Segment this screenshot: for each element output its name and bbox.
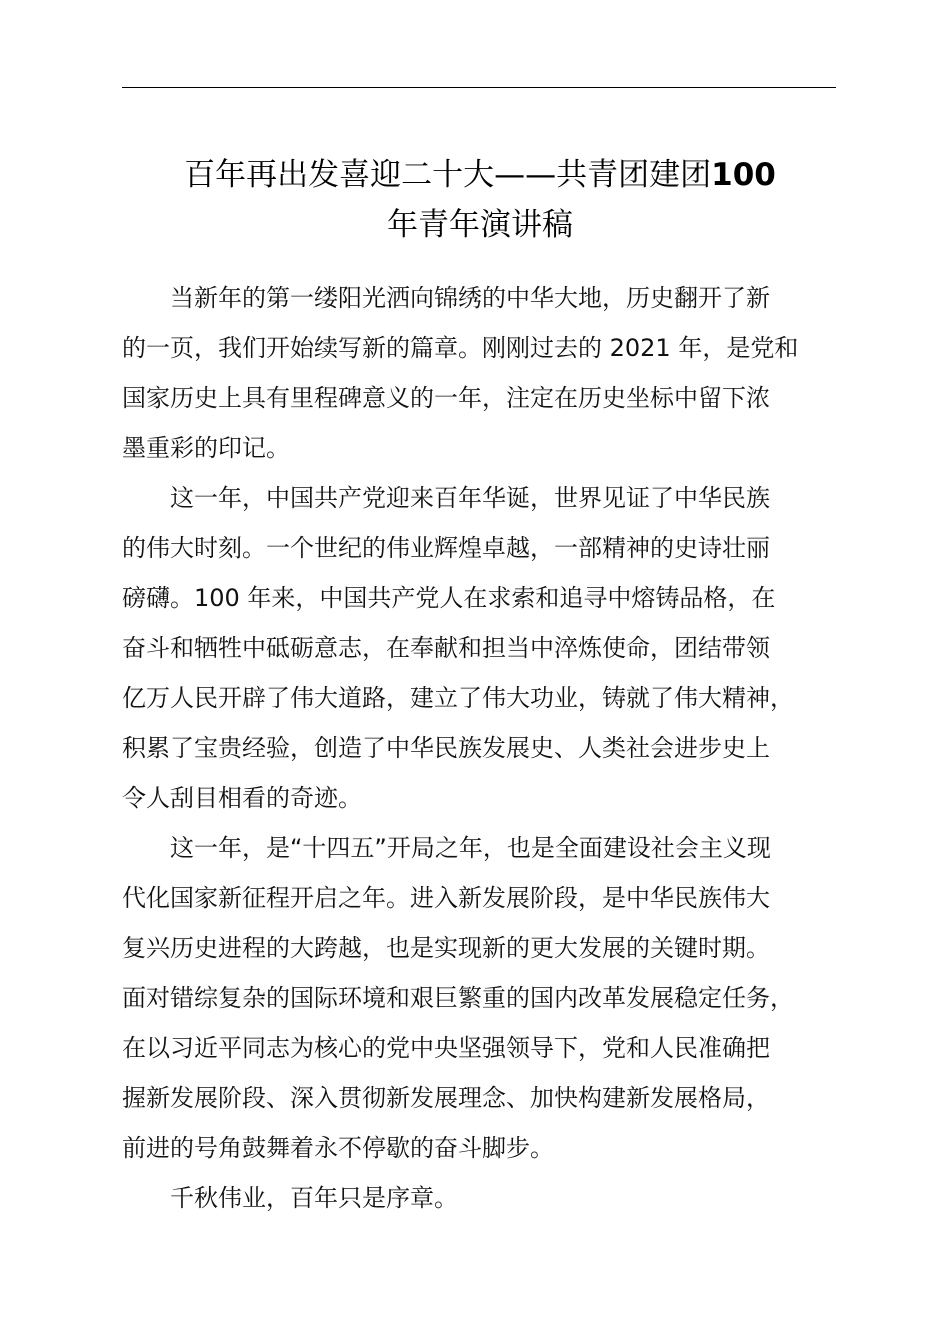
paragraph-line: 握新发展阶段、深入贯彻新发展理念、加快构建新发展格局， <box>122 1084 770 1112</box>
paragraph-line: 代化国家新征程开启之年。进入新发展阶段，是中华民族伟大 <box>122 884 770 912</box>
paragraph-line: 的一页，我们开始续写新的篇章。刚刚过去的 2021 年，是党和 <box>122 334 799 362</box>
paragraph-line: 亿万人民开辟了伟大道路，建立了伟大功业，铸就了伟大精神， <box>122 684 794 712</box>
document-title <box>110 150 850 250</box>
paragraph-4 <box>122 1173 852 1223</box>
paragraph-3 <box>122 823 852 1173</box>
title-line-2: 年青年演讲稿 <box>387 207 573 243</box>
paragraph-line: 磅礴。100 年来，中国共产党人在求索和追寻中熔铸品格，在 <box>122 584 776 612</box>
paragraph-line: 复兴历史进程的大跨越，也是实现新的更大发展的关键时期。 <box>122 934 770 962</box>
document-body <box>122 273 852 1223</box>
paragraph-1 <box>122 273 852 473</box>
title-line-1 <box>184 157 776 193</box>
paragraph-line: 当新年的第一缕阳光洒向锦绣的中华大地，历史翻开了新 <box>170 284 770 312</box>
paragraph-line: 奋斗和牺牲中砥砺意志，在奉献和担当中淬炼使命，团结带领 <box>122 634 770 662</box>
paragraph-line: 积累了宝贵经验，创造了中华民族发展史、人类社会进步史上 <box>122 734 770 762</box>
paragraph-line: 国家历史上具有里程碑意义的一年，注定在历史坐标中留下浓 <box>122 384 770 412</box>
header-rule <box>122 87 836 88</box>
title-line-1-text: 百年再出发喜迎二十大——共青团建团 <box>184 157 712 193</box>
paragraph-line: 千秋伟业，百年只是序章。 <box>170 1184 458 1212</box>
paragraph-line: 在以习近平同志为核心的党中央坚强领导下，党和人民准确把 <box>122 1034 770 1062</box>
paragraph-2 <box>122 473 852 823</box>
paragraph-line: 这一年，是“十四五”开局之年，也是全面建设社会主义现 <box>170 834 771 862</box>
paragraph-line: 墨重彩的印记。 <box>122 434 290 462</box>
paragraph-line: 前进的号角鼓舞着永不停歇的奋斗脚步。 <box>122 1134 554 1162</box>
paragraph-line: 的伟大时刻。一个世纪的伟业辉煌卓越，一部精神的史诗壮丽 <box>122 534 770 562</box>
title-number: 100 <box>711 157 776 193</box>
paragraph-line: 令人刮目相看的奇迹。 <box>122 784 362 812</box>
paragraph-line: 这一年，中国共产党迎来百年华诞，世界见证了中华民族 <box>170 484 770 512</box>
paragraph-line: 面对错综复杂的国际环境和艰巨繁重的国内改革发展稳定任务， <box>122 984 794 1012</box>
